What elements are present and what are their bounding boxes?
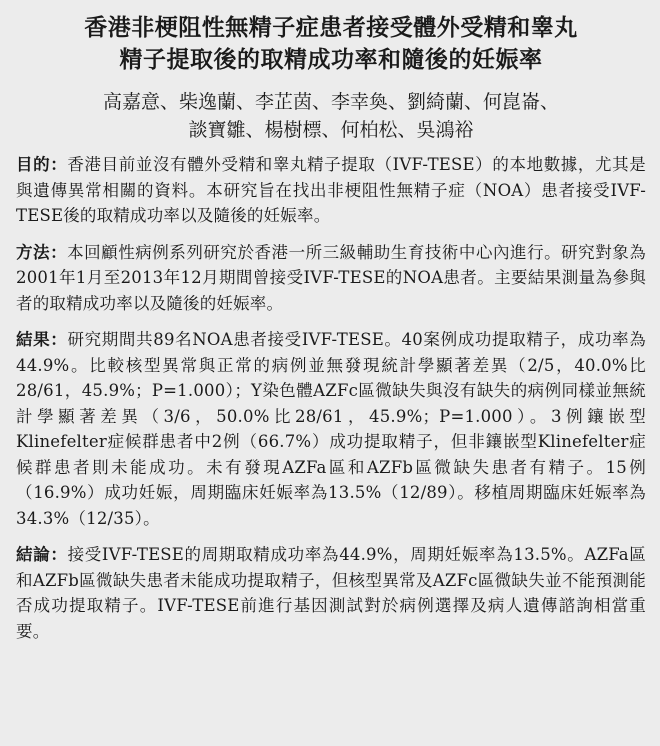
section-conclusion: [16, 542, 646, 644]
section-text: 接受IVF-TESE的周期取精成功率為44.9%，周期妊娠率為13.5%。AZFa區和AZFb區微缺失患者未能成功提取精子，但核型異常及AZFc區微缺失並不能預測能否成功提取精子。IVF-TESE前進行基因測試對於病例選擇及病人遺傳諮詢相當重要。: [16, 545, 646, 641]
section-text: 香港目前並沒有體外受精和睾丸精子提取（IVF-TESE）的本地數據，尤其是與遺傳異常相關的資料。本研究旨在找出非梗阻性無精子症（NOA）患者接受IVF-TESE後的取精成功率以及隨後的妊娠率。: [16, 155, 646, 225]
title-line-2: 精子提取後的取精成功率和隨後的妊娠率: [119, 47, 543, 73]
section-results: [16, 327, 646, 531]
authors-line-2: 談寶雛、楊樹標、何柏松、吳鴻裕: [188, 119, 474, 141]
section-label: 結論：: [16, 545, 68, 564]
title-line-1: 香港非梗阻性無精子症患者接受體外受精和睾丸: [84, 15, 578, 41]
section-label: 目的：: [16, 155, 68, 174]
authors-line-1: 高嘉意、柴逸蘭、李芷茵、李幸奐、劉綺蘭、何崑崙、: [102, 91, 559, 113]
section-text: 本回顧性病例系列研究於香港一所三級輔助生育技術中心內進行。研究對象為2001年1月至2013年12月期間曾接受IVF-TESE的NOA患者。主要結果測量為參與者的取精成功率以及隨後的妊娠率。: [16, 242, 646, 313]
section-text: 研究期間共89名NOA患者接受IVF-TESE。40案例成功提取精子，成功率為44.9%。比較核型異常與正常的病例並無發現統計學顯著差異（2/5，40.0%比28/61，45.9%；P=1.000）；Y染色體AZFc區微缺失與沒有缺失的病例同樣並無統計學顯著差異（3/6，50.0%比28/61，45.9%；P=1.000）。3例鑲嵌型Klinefelter症候群患者中2例（66.7%）成功提取精子，但非鑲嵌型Klinefelter症候群患者則未能成功。未有發現AZFa區和AZFb區微缺失患者有精子。15例（16.9%）成功妊娠，周期臨床妊娠率為13.5%（12/89）。移植周期臨床妊娠率為34.3%（12/35）。: [16, 330, 646, 528]
section-methods: [16, 240, 646, 317]
section-objective: [16, 152, 646, 229]
section-label: 結果：: [16, 330, 68, 349]
author-list: [16, 88, 646, 144]
section-label: 方法：: [16, 242, 68, 262]
article-title: [16, 12, 646, 76]
